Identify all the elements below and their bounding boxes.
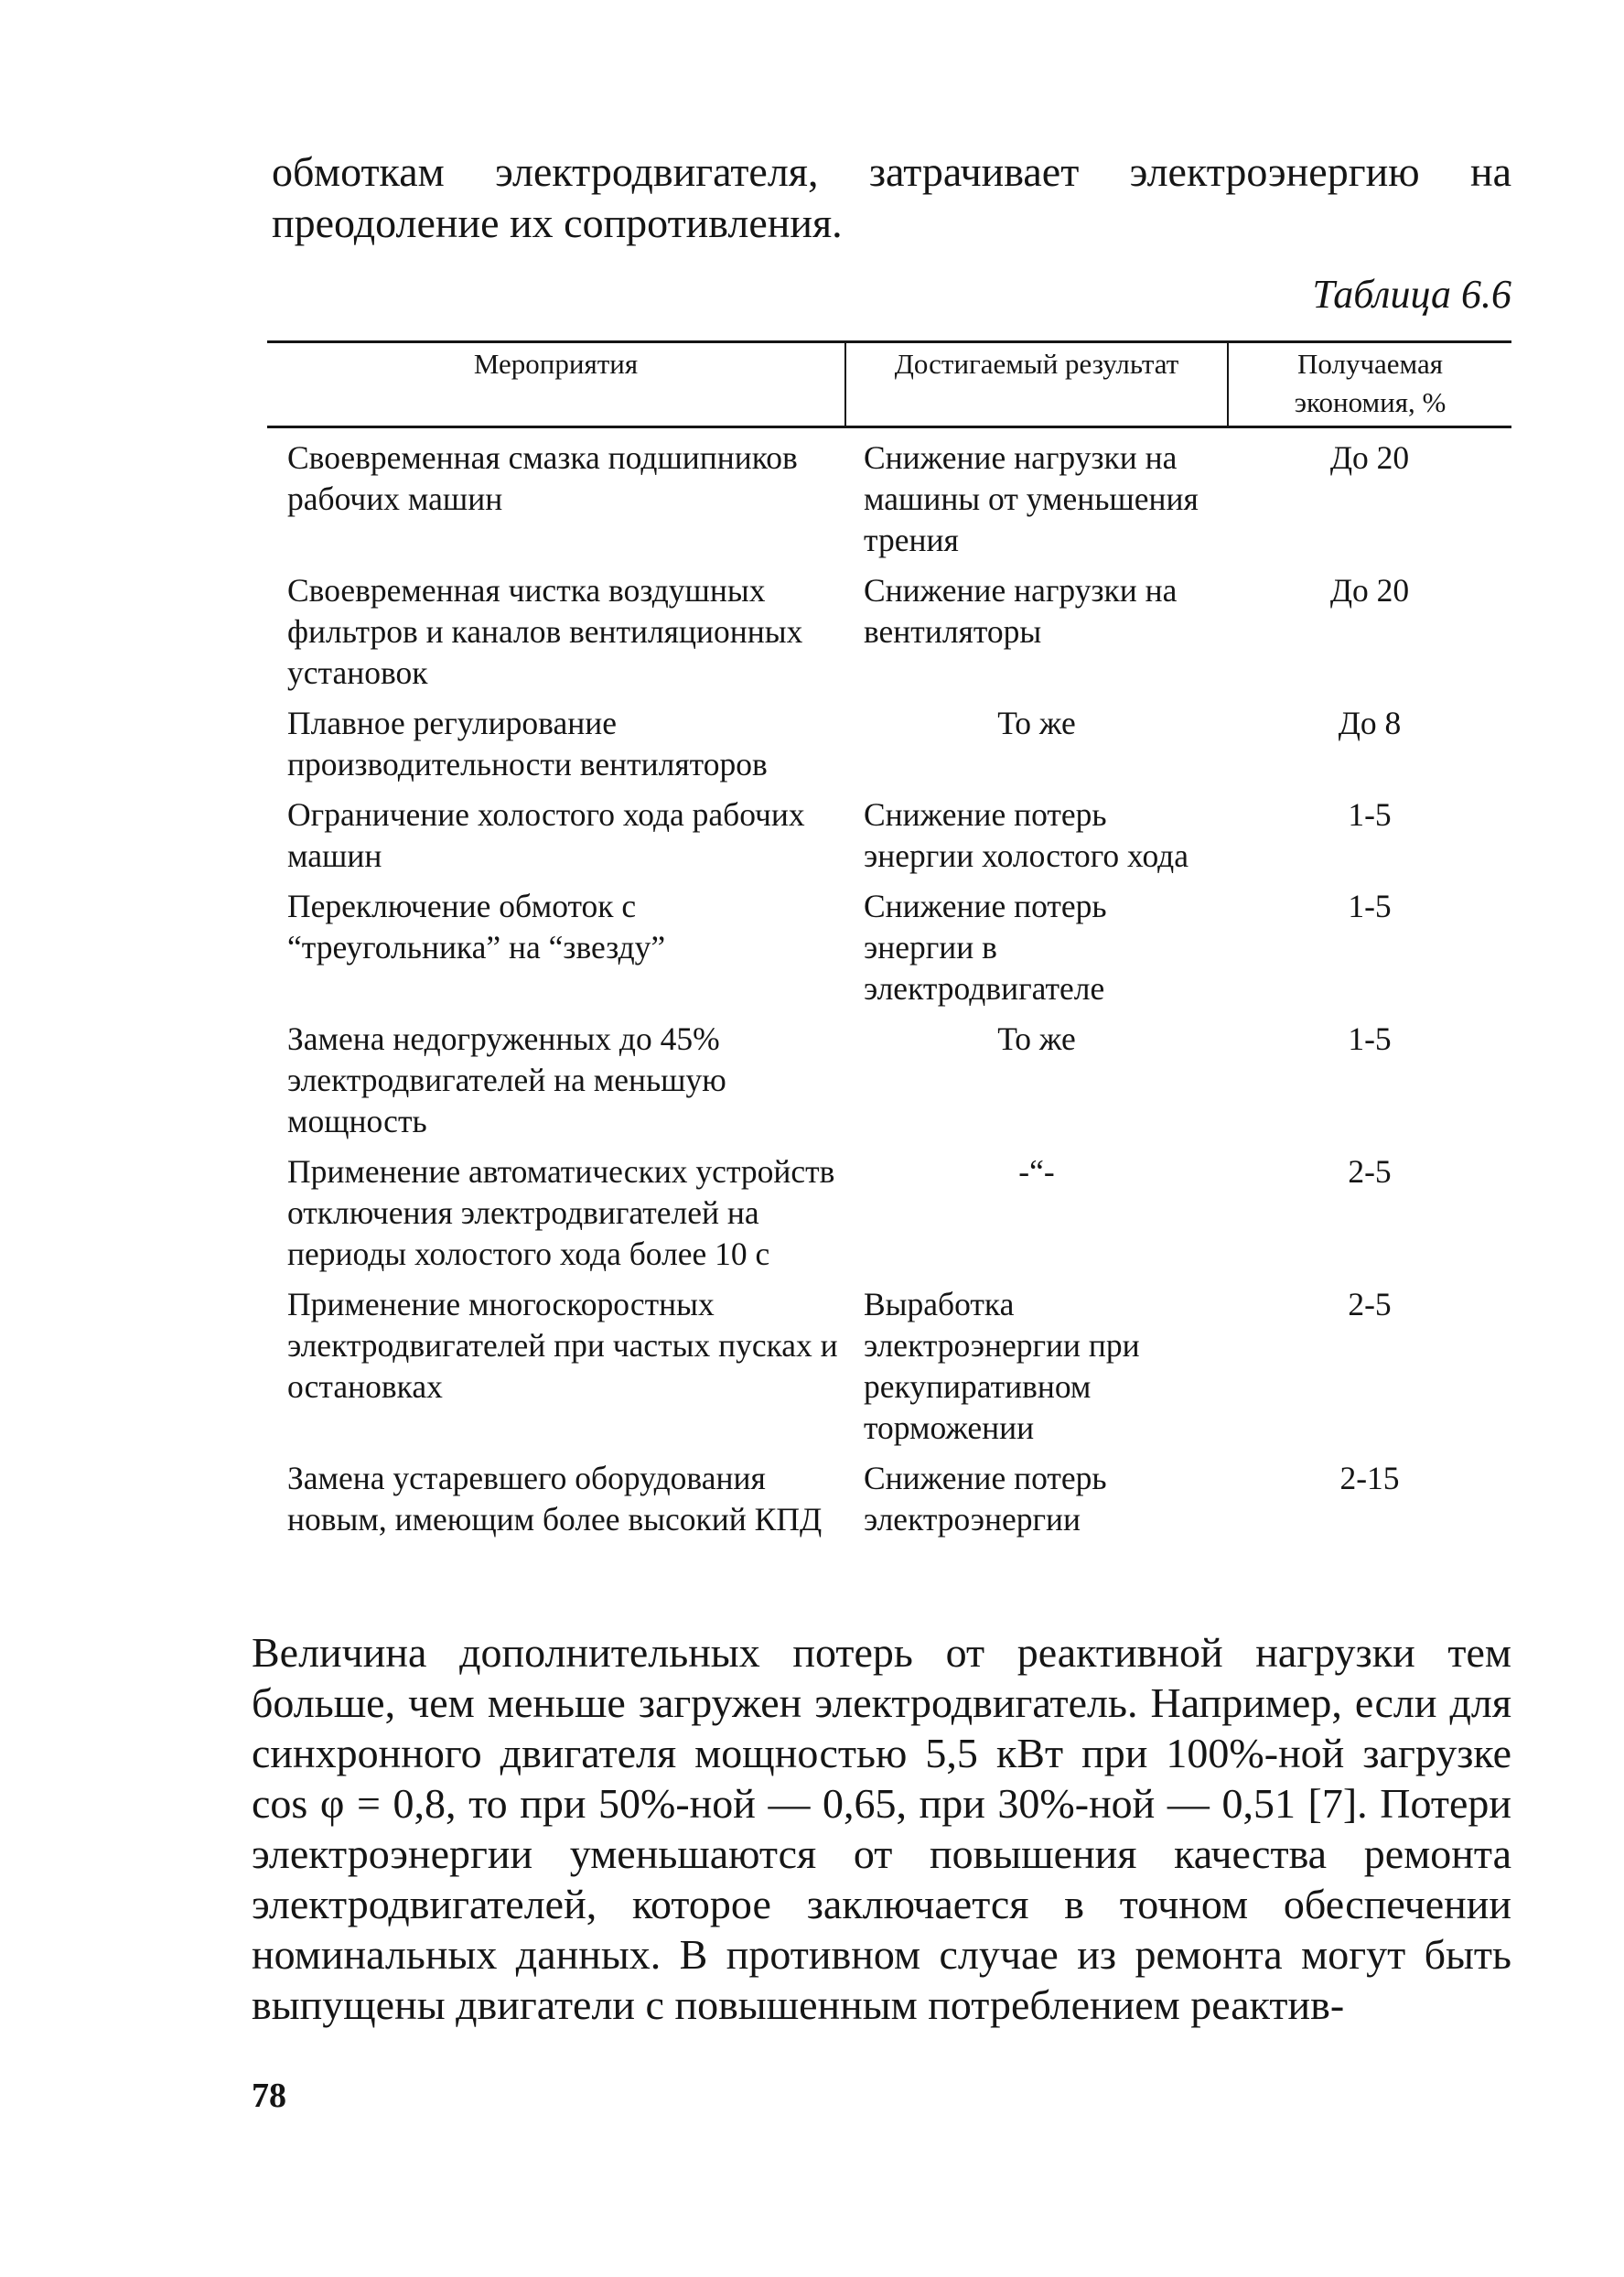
saving-cell: 2-5 — [1348, 1153, 1392, 1190]
result-cell: Снижение потерь электроэнергии — [864, 1460, 1107, 1538]
table-row — [267, 794, 1511, 886]
header-result: Достигаемый результат — [845, 342, 1228, 427]
measure-cell: Замена устаревшего оборудования новым, имеющим более высокий КПД — [287, 1460, 823, 1538]
measures-table — [267, 340, 1511, 1549]
result-cell: Снижение потерь энергии холостого хода — [864, 796, 1188, 874]
header-measures: Мероприятия — [267, 342, 845, 427]
header-saving: Получаемая экономия, % — [1228, 342, 1511, 427]
table-row — [267, 1019, 1511, 1151]
table-row — [267, 703, 1511, 794]
table-row — [267, 427, 1511, 571]
result-cell: -“- — [1018, 1153, 1055, 1190]
measure-cell: Применение автоматических устройств отключения электродвигателей на периоды холостого хода более 10 с — [287, 1153, 835, 1272]
saving-cell: До 20 — [1329, 572, 1410, 609]
result-cell: Выработка электроэнергии при рекупиративном торможении — [864, 1286, 1140, 1446]
saving-cell: До 20 — [1329, 439, 1410, 476]
table-row — [267, 570, 1511, 703]
result-cell: Снижение нагрузки на вентиляторы — [864, 572, 1178, 650]
saving-cell: До 8 — [1338, 705, 1402, 741]
saving-cell: 1-5 — [1348, 1020, 1392, 1057]
table-header-row — [267, 342, 1511, 427]
measure-cell: Своевременная смазка подшипников рабочих машин — [287, 439, 798, 517]
saving-cell: 1-5 — [1348, 888, 1392, 924]
measure-cell: Замена недогруженных до 45% электродвигателей на меньшую мощность — [287, 1020, 726, 1139]
saving-cell: 2-15 — [1339, 1460, 1400, 1496]
table-row — [267, 1284, 1511, 1458]
table-row — [267, 1458, 1511, 1549]
measure-cell: Переключение обмоток с “треугольника” на “звезду” — [287, 888, 666, 966]
table-row — [267, 1151, 1511, 1284]
intro-paragraph: обмоткам электродвигателя, затрачивает электроэнергию на преодоление их сопротивления. — [272, 148, 1511, 246]
table-row — [267, 886, 1511, 1019]
saving-cell: 1-5 — [1348, 796, 1392, 833]
result-cell: Снижение нагрузки на машины от уменьшения трения — [864, 439, 1199, 558]
measure-cell: Применение многоскоростных электродвигателей при частых пусках и остановках — [287, 1286, 838, 1405]
page-number: 78 — [252, 2077, 286, 2115]
result-cell: Снижение потерь энергии в электродвигателе — [864, 888, 1107, 1007]
measures-table-container — [267, 340, 1511, 1549]
result-cell: То же — [997, 1020, 1076, 1057]
result-cell: То же — [997, 705, 1076, 741]
table-caption: Таблица 6.6 — [1312, 272, 1511, 317]
saving-cell: 2-5 — [1348, 1286, 1392, 1322]
measure-cell: Плавное регулирование производительности вентиляторов — [287, 705, 768, 782]
measure-cell: Своевременная чистка воздушных фильтров и каналов вентиляционных установок — [287, 572, 803, 691]
measure-cell: Ограничение холостого хода рабочих машин — [287, 796, 805, 874]
closing-paragraph: Величина дополнительных потерь от реактивной нагрузки тем больше, чем меньше загружен электродвигатель. Например, если для синхронного двигателя мощностью 5,5 кВт при 100%-ной загрузке cos φ = 0,8, то при 50%-ной — 0,65, при 30%-ной — 0,51 [7]. Потери электроэнергии уменьшаются от повышения качества ремонта электродвигателей, которое заключается в точном обеспечении номинальных данных. В противном случае из ремонта могут быть выпущены двигатели с повышенным потреблением реактив- — [252, 1629, 1511, 2028]
